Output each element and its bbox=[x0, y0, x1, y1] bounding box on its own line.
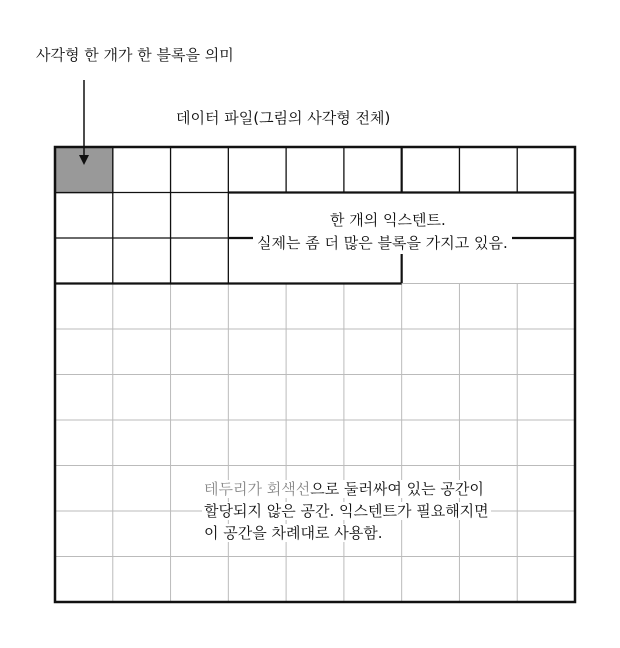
free-note-gray: 테두리가 회색선 bbox=[204, 480, 311, 498]
block-caption: 사각형 한 개가 한 블록을 의미 bbox=[36, 46, 234, 64]
free-note-line1: 으로 둘러싸여 있는 공간이 bbox=[310, 480, 484, 498]
free-note-line2: 할당되지 않은 공간. 익스텐트가 필요해지면 bbox=[204, 502, 489, 520]
extent-note-line2: 실제는 좀 더 많은 블록을 가지고 있음. bbox=[253, 232, 512, 254]
extent-borders bbox=[55, 147, 575, 284]
unallocated-grid bbox=[55, 284, 575, 603]
free-space-note bbox=[202, 478, 491, 544]
extent-note-line1: 한 개의 익스텐트. bbox=[326, 209, 450, 231]
free-note-line3: 이 공간을 차례대로 사용함. bbox=[204, 524, 383, 542]
data-file-caption: 데이터 파일(그림의 사각형 전체) bbox=[176, 109, 391, 127]
single-block bbox=[56, 148, 114, 194]
